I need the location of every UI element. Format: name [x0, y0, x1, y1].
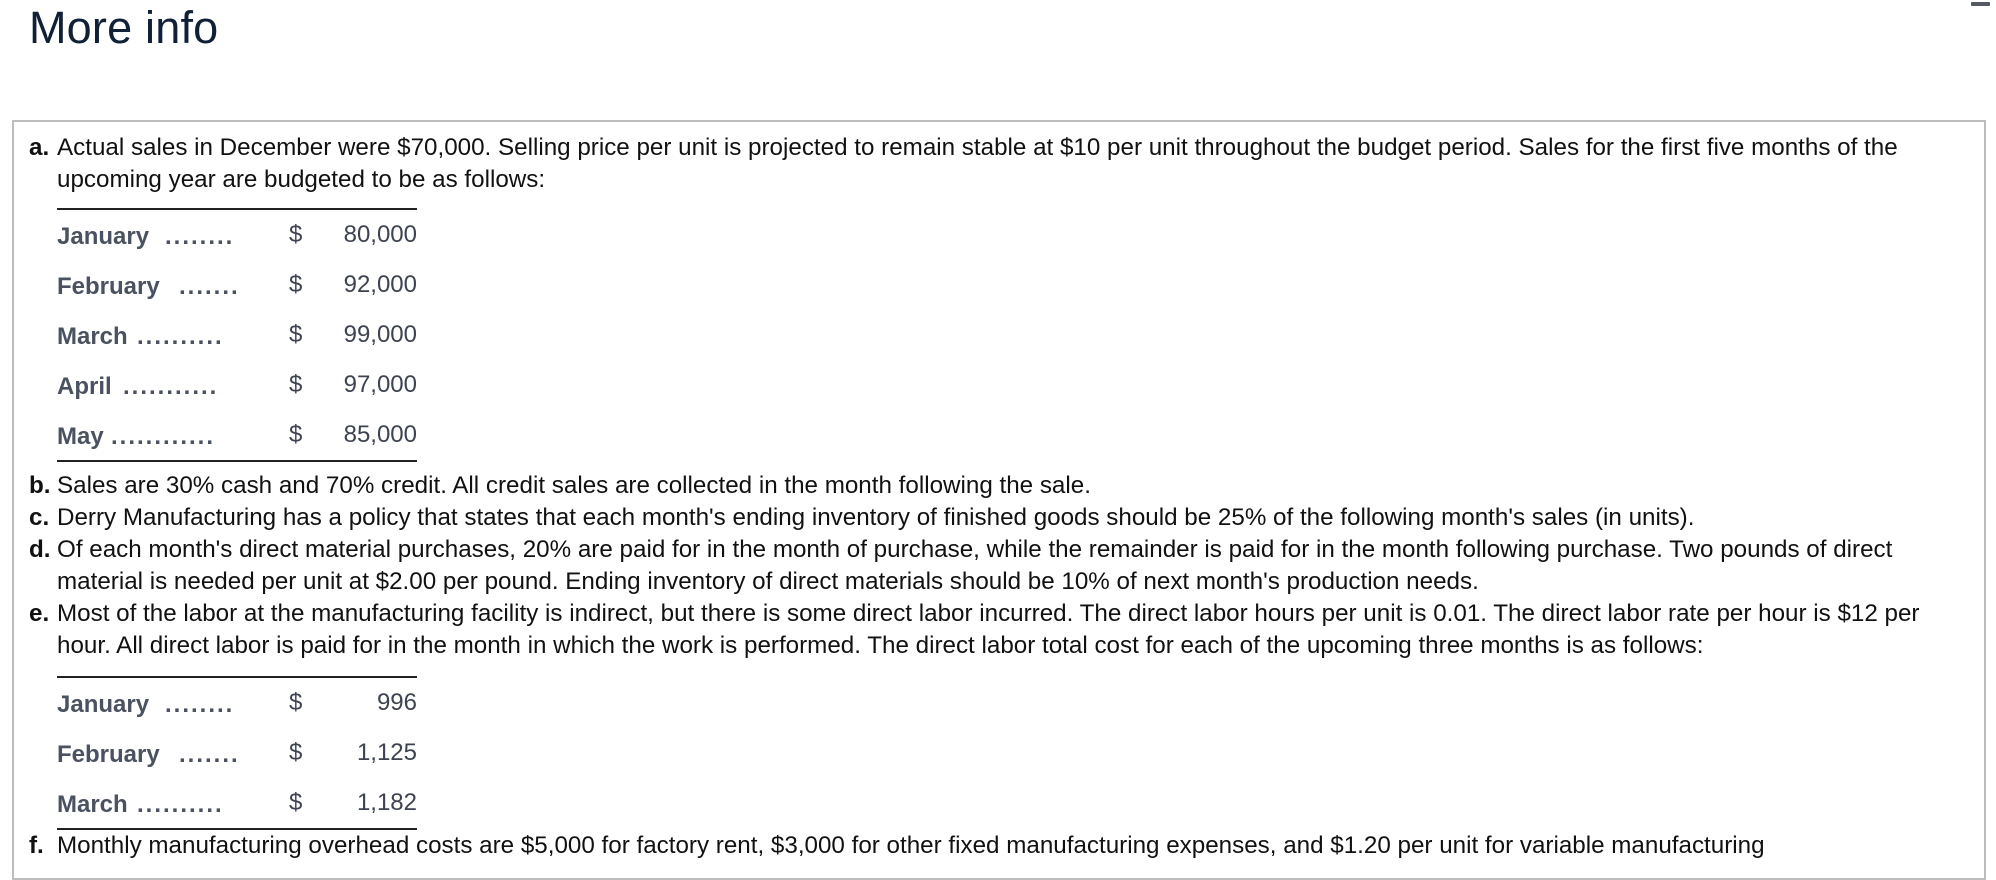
item-text: Sales are 30% cash and 70% credit. All credit sales are collected in the month following the sale.	[57, 472, 1091, 499]
labor-value: 1,182	[356, 789, 417, 816]
labor-value: 996	[376, 689, 417, 716]
item-b	[29, 470, 1970, 502]
sales-schedule-table	[57, 208, 417, 462]
sales-value: 97,000	[343, 371, 417, 398]
leader-dots: ............	[111, 423, 216, 450]
labor-schedule-table	[57, 676, 417, 830]
item-letter: d.	[29, 536, 51, 563]
month-label: February	[57, 273, 160, 300]
sales-row	[57, 210, 417, 260]
more-info-content	[29, 132, 1970, 862]
item-letter: f.	[29, 832, 44, 859]
item-text: Most of the labor at the manufacturing facility is indirect, but there is some direct labor incurred. The direct labor hours per unit is 0.01. The direct labor rate per hour is $12 per hour. All direct labor is paid for in the month in which the work is performed. The direct labor total cost for each of the upcoming three months is as follows:	[57, 600, 1920, 659]
leader-dots: ..........	[137, 323, 224, 350]
leader-dots: ...........	[123, 373, 219, 400]
labor-value: 1,125	[356, 739, 417, 766]
item-text: Actual sales in December were $70,000. Selling price per unit is projected to remain stable at $10 per unit throughout the budget period. Sales for the first five months of the upcoming year are budgeted to be as follows:	[57, 134, 1898, 193]
item-letter: e.	[29, 600, 50, 627]
sales-row	[57, 360, 417, 410]
leader-dots: ........	[165, 223, 235, 250]
sales-table-wrap	[57, 208, 1970, 462]
item-a	[29, 132, 1970, 196]
sales-value: 80,000	[343, 221, 417, 248]
item-letter: a.	[29, 134, 50, 161]
item-text: Monthly manufacturing overhead costs are $5,000 for factory rent, $3,000 for other fixed manufacturing expenses, and $1.20 per unit for variable manufacturing	[57, 832, 1765, 859]
currency-symbol: $	[289, 221, 303, 248]
currency-symbol: $	[289, 421, 303, 448]
currency-symbol: $	[289, 321, 303, 348]
labor-row	[57, 778, 417, 828]
sales-row	[57, 410, 417, 460]
currency-symbol: $	[289, 789, 303, 816]
currency-symbol: $	[289, 271, 303, 298]
month-label: March	[57, 791, 128, 818]
minimize-icon[interactable]	[1971, 2, 1990, 6]
month-label: January	[57, 691, 150, 718]
currency-symbol: $	[289, 689, 303, 716]
item-letter: b.	[29, 472, 51, 499]
month-label: March	[57, 323, 128, 350]
sales-value: 92,000	[343, 271, 417, 298]
item-f	[29, 830, 1970, 862]
month-label: January	[57, 223, 150, 250]
month-label: April	[57, 373, 112, 400]
item-e	[29, 598, 1970, 662]
leader-dots: ........	[165, 691, 235, 718]
item-c	[29, 502, 1970, 534]
item-text: Of each month's direct material purchases, 20% are paid for in the month of purchase, while the remainder is paid for in the month following purchase. Two pounds of direct material is needed per unit at $2.00 per pound. Ending inventory of direct materials should be 10% of next month's production needs.	[57, 536, 1893, 595]
more-info-panel	[12, 120, 1986, 880]
item-text: Derry Manufacturing has a policy that states that each month's ending inventory of finished goods should be 25% of the following month's sales (in units).	[57, 504, 1695, 531]
leader-dots: .......	[179, 741, 240, 768]
item-letter: c.	[29, 504, 50, 531]
leader-dots: .......	[179, 273, 240, 300]
labor-row	[57, 678, 417, 728]
month-label: May	[57, 423, 104, 450]
item-d	[29, 534, 1970, 598]
sales-row	[57, 310, 417, 360]
labor-table-wrap	[57, 676, 1970, 830]
currency-symbol: $	[289, 739, 303, 766]
leader-dots: ..........	[137, 791, 224, 818]
page-title: More info	[29, 2, 219, 53]
currency-symbol: $	[289, 371, 303, 398]
sales-value: 85,000	[343, 421, 417, 448]
sales-row	[57, 260, 417, 310]
labor-row	[57, 728, 417, 778]
month-label: February	[57, 741, 160, 768]
sales-value: 99,000	[343, 321, 417, 348]
